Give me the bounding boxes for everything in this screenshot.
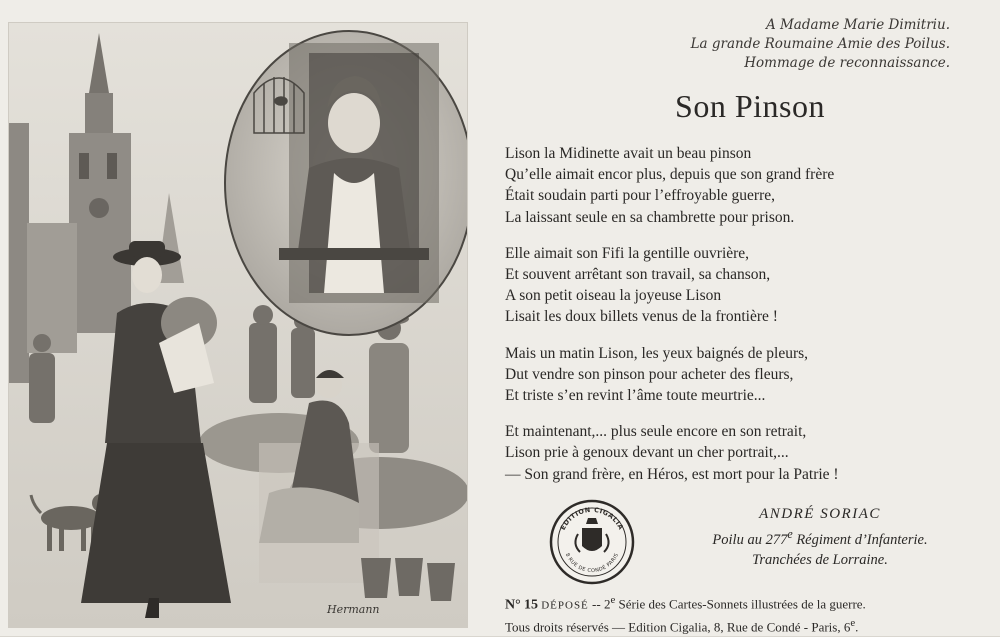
footer: [505, 591, 990, 637]
poem: [505, 143, 985, 500]
flower-pots: [361, 558, 455, 601]
verse-line: La laissant seule en sa chambrette pour prison.: [505, 208, 795, 226]
series-sup: e: [610, 594, 616, 606]
verse-line: Était soudain parti pour l’effroyable guerre,: [505, 187, 776, 205]
stanza-4: [505, 421, 985, 485]
series-text-end: Série des Cartes-Sonnets illustrées de la guerre.: [615, 596, 866, 612]
stamp-text-top: EDITION CIGALIA: [558, 505, 626, 532]
verse-line: Lison la Midinette avait un beau pinson: [505, 145, 752, 162]
verse-line: Lisait les doux billets venus de la frontière !: [505, 308, 778, 326]
rights-text-end: .: [855, 619, 859, 635]
verse-line: Et maintenant,... plus seule encore en son retrait,: [505, 423, 807, 441]
footer-line-2: [505, 614, 990, 636]
author-regiment-text-end: Régiment d’Infanterie.: [792, 531, 928, 548]
footer-line-1: [505, 591, 990, 614]
left-building: [9, 123, 29, 383]
stamp-text-bottom: 8 RUE DE CONDÉ PARIS: [563, 552, 621, 575]
verse-line: Et souvent arrêtant son travail, sa chanson,: [505, 266, 771, 284]
author-regiment-sup: e: [787, 527, 793, 541]
author-regiment-text: Poilu au 277: [712, 531, 788, 548]
author-name: ANDRÉ SORIAC: [759, 506, 881, 522]
verse-line: Et triste s’en revint l’âme toute meurtrie...: [505, 387, 766, 405]
series-text: -- 2: [588, 596, 611, 612]
stanza-1: [505, 143, 985, 228]
verse-line: Elle aimait son Fifi la gentille ouvrière,: [505, 244, 750, 262]
dedication: [530, 16, 950, 73]
depose-label: DÉPOSÉ: [541, 599, 589, 612]
verse-line: Lison prie à genoux devant un cher portrait,...: [505, 444, 789, 462]
author-block: [660, 504, 980, 570]
medallion-inset: [225, 31, 467, 335]
artist-signature: Hermann: [327, 603, 380, 616]
verse-line: A son petit oiseau la joyeuse Lison: [505, 287, 722, 305]
rights-text: Tous droits réservés — Edition Cigalia, 8, Rue de Condé - Paris, 6: [505, 619, 851, 635]
stanza-3: [505, 343, 985, 407]
verse-line: Qu’elle aimait encor plus, depuis que son grand frère: [505, 166, 835, 184]
dedication-line-1: A Madame Marie Dimitriu.: [765, 17, 950, 33]
verse-line: — Son grand frère, en Héros, est mort pour la Patrie !: [505, 465, 839, 483]
dedication-line-3: Hommage de reconnaissance.: [744, 55, 950, 71]
verse-line: Mais un matin Lison, les yeux baignés de pleurs,: [505, 344, 809, 362]
rights-sup: e: [850, 617, 856, 630]
author-regiment: [660, 524, 980, 550]
illustration-drawing: [9, 23, 467, 627]
card-number: 15: [523, 597, 538, 613]
stanza-2: [505, 243, 985, 328]
poem-title: Son Pinson: [675, 88, 825, 124]
publisher-stamp: [548, 498, 636, 586]
card-number-prefix: N°: [505, 597, 521, 613]
author-location: Tranchées de Lorraine.: [752, 551, 888, 568]
stamp-seal: [548, 498, 636, 586]
illustration: [8, 22, 468, 628]
verse-line: Dut vendre son pinson pour acheter des fleurs,: [505, 365, 794, 383]
dedication-line-2: La grande Roumaine Amie des Poilus.: [690, 36, 950, 52]
